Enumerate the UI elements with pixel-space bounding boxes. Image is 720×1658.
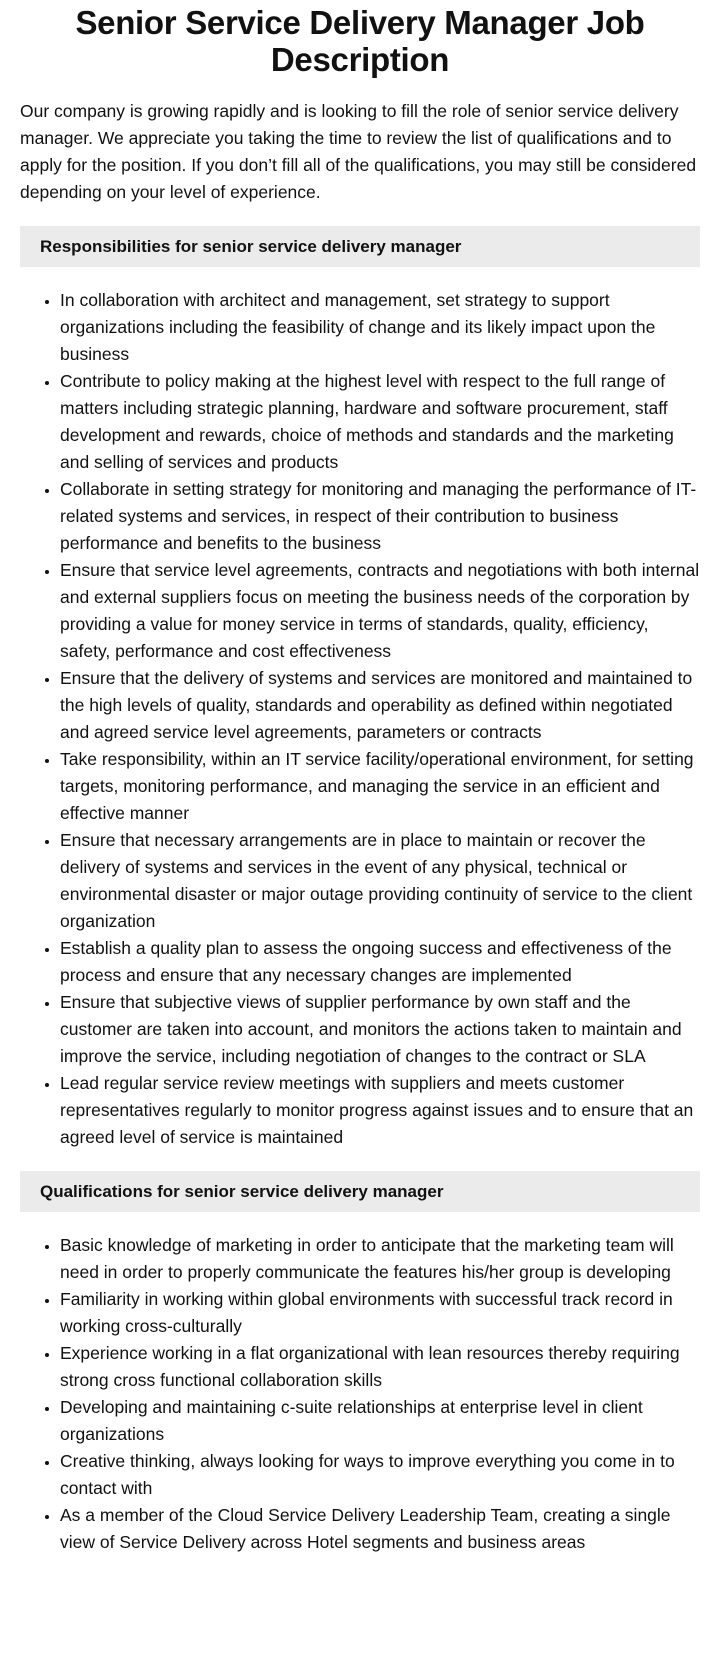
list-item: • Contribute to policy making at the highest level with respect to the full range of matters including strategic planning, hardware and software procurement, staff development and rewards, choice of methods and standards and the marketing and selling of services and products bbox=[60, 368, 700, 476]
qualifications-list bbox=[20, 1232, 700, 1556]
list-item: • Ensure that the delivery of systems and services are monitored and maintained to the high levels of quality, standards and operability as defined within negotiated and agreed service level agreements, parameters or contracts bbox=[60, 665, 700, 746]
list-item: • As a member of the Cloud Service Delivery Leadership Team, creating a single view of Service Delivery across Hotel segments and business areas bbox=[60, 1502, 700, 1556]
list-item: • Ensure that subjective views of supplier performance by own staff and the customer are taken into account, and monitors the actions taken to maintain and improve the service, including negotiation of changes to the contract or SLA bbox=[60, 989, 700, 1070]
list-item: • Ensure that service level agreements, contracts and negotiations with both internal and external suppliers focus on meeting the business needs of the corporation by providing a value for money service in terms of standards, quality, efficiency, safety, performance and cost effectiveness bbox=[60, 557, 700, 665]
list-item: • Collaborate in setting strategy for monitoring and managing the performance of IT-related systems and services, in respect of their contribution to business performance and benefits to the business bbox=[60, 476, 700, 557]
intro-paragraph: Our company is growing rapidly and is looking to fill the role of senior service delivery manager. We appreciate you taking the time to review the list of qualifications and to apply for the position. If you don’t fill all of the qualifications, you may still be considered depending on your level of experience. bbox=[20, 101, 697, 202]
list-item: • Ensure that necessary arrangements are in place to maintain or recover the delivery of systems and services in the event of any physical, technical or environmental disaster or major outage providing continuity of service to the client organization bbox=[60, 827, 700, 935]
list-item: • Creative thinking, always looking for ways to improve everything you come in to contact with bbox=[60, 1448, 700, 1502]
list-item: • Developing and maintaining c-suite relationships at enterprise level in client organizations bbox=[60, 1394, 700, 1448]
list-item: • Take responsibility, within an IT service facility/operational environment, for setting targets, monitoring performance, and managing the service in an efficient and effective manner bbox=[60, 746, 700, 827]
responsibilities-list bbox=[20, 287, 700, 1151]
list-item: • Experience working in a flat organizational with lean resources thereby requiring strong cross functional collaboration skills bbox=[60, 1340, 700, 1394]
list-item: • Familiarity in working within global environments with successful track record in working cross-culturally bbox=[60, 1286, 700, 1340]
list-item: • Basic knowledge of marketing in order to anticipate that the marketing team will need in order to properly communicate the features his/her group is developing bbox=[60, 1232, 700, 1286]
list-item: • Lead regular service review meetings with suppliers and meets customer representatives regularly to monitor progress against issues and to ensure that an agreed level of service is maintained bbox=[60, 1070, 700, 1151]
qualifications-heading: Qualifications for senior service delivery manager bbox=[20, 1171, 700, 1212]
list-item: • In collaboration with architect and management, set strategy to support organizations including the feasibility of change and its likely impact upon the business bbox=[60, 287, 700, 368]
responsibilities-heading: Responsibilities for senior service delivery manager bbox=[20, 226, 700, 267]
list-item: • Establish a quality plan to assess the ongoing success and effectiveness of the process and ensure that any necessary changes are implemented bbox=[60, 935, 700, 989]
page-title: Senior Service Delivery Manager Job Description bbox=[75, 4, 645, 78]
